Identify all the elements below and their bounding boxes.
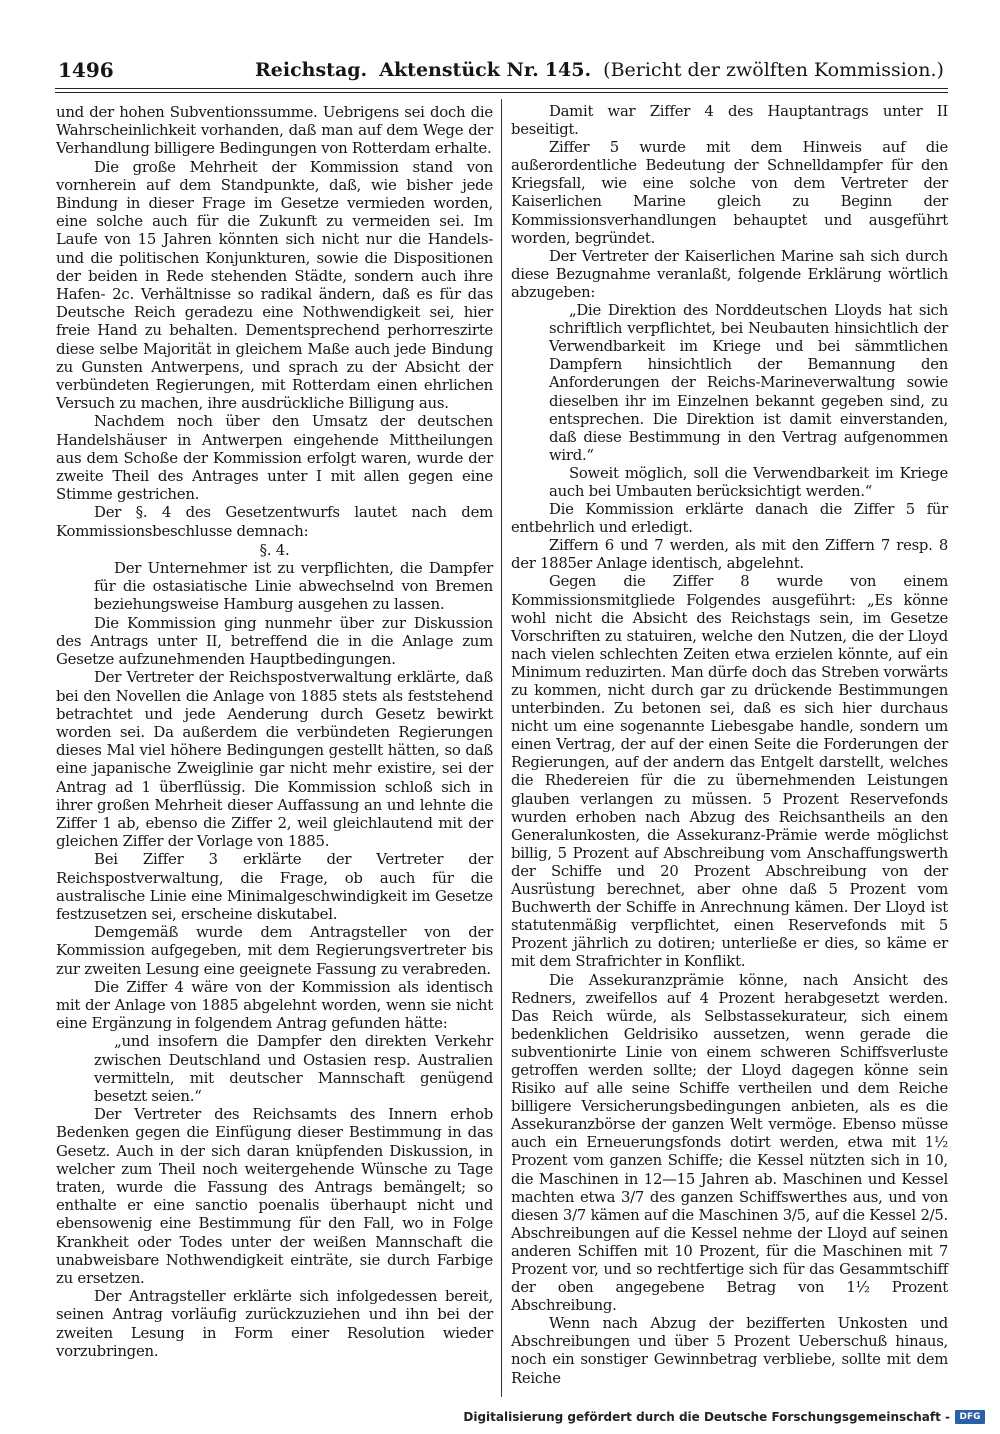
column-divider xyxy=(501,99,502,1397)
paragraph: Ziffer 5 wurde mit dem Hinweis auf die außerordentliche Bedeutung der Schnelldampfer für den Kriegsfall, wie eine solche von dem Vertreter der Kaiserlichen Marine gleich zu Beginn der Kommissionsverhandlungen behauptet und ausgeführt worden, begründet. xyxy=(511,139,948,247)
section-heading: §. 4. xyxy=(259,540,290,559)
paragraph: Die große Mehrheit der Kommission stand von vornherein auf dem Standpunkte, daß, wie bisher jede Bindung in dieser Frage im Gesetze vermieden worden, eine solche auch für die Zukunft zu vermeiden sei. Im Laufe von 15 Jahren könnten sich nicht nur die Handels- und die politischen Konjunkturen, sowie die Dispositionen der beiden in Rede stehenden Städte, sondern auch ihre Hafen- 2c. Verhältnisse so radikal ändern, daß es für das Deutsche Reich geradezu eine Nothwendigkeit sei, hier freie Hand zu behalten. Dementsprechend perhorreszirte diese selbe Majorität in gleichem Maße auch jede Bindung zu Gunsten Antwerpens, und sprach zu der Absicht der verbündeten Regierungen, mit Rotterdam einen ehrlichen Versuch zu machen, ihre ausdrückliche Billigung aus. xyxy=(56,157,493,413)
paragraph: Der §. 4 des Gesetzentwurfs lautet nach dem Kommissionsbeschlusse demnach: xyxy=(56,503,493,540)
quoted-paragraph: Der Unternehmer ist zu verpflichten, die Dampfer für die ostasiatische Linie abwechselnd von Bremen beziehungsweise Hamburg ausgehen zu lassen. xyxy=(94,559,493,614)
paragraph: Wenn nach Abzug der bezifferten Unkosten und Abschreibungen und über 5 Prozent Ueberschuß hinaus, noch ein sonstiger Gewinnbetrag verbliebe, sollte mit dem Reiche xyxy=(511,1315,948,1387)
paragraph: und der hohen Subventionssumme. Uebrigens sei doch die Wahrscheinlichkeit vorhanden, daß man auf dem Wege der Verhandlung billigere Bedingungen von Rotterdam erhalte. xyxy=(56,103,493,158)
page-number: 1496 xyxy=(58,58,114,82)
header-rule-top xyxy=(55,88,948,89)
left-column xyxy=(56,103,493,1360)
paragraph: Bei Ziffer 3 erklärte der Vertreter der Reichspostverwaltung, die Frage, ob auch für die australische Linie eine Minimalgeschwindigkeit im Gesetze festzusetzen sei, erscheine diskutabel. xyxy=(56,850,493,923)
header-rule-bottom xyxy=(55,92,948,93)
footer-text: Digitalisierung gefördert durch die Deutsche Forschungsgemeinschaft - xyxy=(463,1410,950,1424)
paragraph: Der Vertreter der Kaiserlichen Marine sah sich durch diese Bezugnahme veranlaßt, folgende Erklärung wörtlich abzugeben: xyxy=(511,247,948,301)
dfg-logo: DFG xyxy=(955,1410,985,1424)
paragraph: Damit war Ziffer 4 des Hauptantrags unter II beseitigt. xyxy=(511,103,948,139)
title-reichstag: Reichstag. xyxy=(255,59,368,81)
page-header xyxy=(55,58,949,84)
right-column xyxy=(511,103,948,1388)
quoted-paragraph: Soweit möglich, soll die Verwendbarkeit im Kriege auch bei Umbauten berücksichtigt werden.“ xyxy=(549,464,948,500)
footer xyxy=(463,1408,985,1426)
title-subtitle: (Bericht der zwölften Kommission.) xyxy=(603,59,944,81)
quoted-paragraph: „Die Direktion des Norddeutschen Lloyds hat sich schriftlich verpflichtet, bei Neubauten hinsichtlich der Verwendbarkeit im Kriege und bei sämmtlichen Dampfern hinsichtlich der Bemannung den Anforderungen der Reichs-Marineverwaltung sowie dieselben ihr im Einzelnen bekannt gegeben sind, zu entsprechen. Die Direktion ist damit einverstanden, daß diese Bestimmung in den Vertrag aufgenommen wird.“ xyxy=(549,302,948,464)
title-number: 145. xyxy=(544,59,592,81)
paragraph: Ziffern 6 und 7 werden, als mit den Ziffern 7 resp. 8 der 1885er Anlage identisch, abgelehnt. xyxy=(511,537,948,573)
paragraph: Demgemäß wurde dem Antragsteller von der Kommission aufgegeben, mit dem Regierungsvertreter bis zur zweiten Lesung eine geeignete Fassung zu verabreden. xyxy=(56,923,493,978)
paragraph: Die Kommission erklärte danach die Ziffer 5 für entbehrlich und erledigt. xyxy=(511,501,948,537)
paragraph: Der Antragsteller erklärte sich infolgedessen bereit, seinen Antrag vorläufig zurückzuziehen und ihn bei der zweiten Lesung in Form einer Resolution wieder vorzubringen. xyxy=(56,1287,493,1360)
paragraph: Der Vertreter des Reichsamts des Innern erhob Bedenken gegen die Einfügung dieser Bestimmung in das Gesetz. Auch in der sich daran knüpfenden Diskussion, in welcher zum Theil noch weitergehende Wünsche zu Tage traten, wurde die Fassung des Antrags bemängelt; so enthalte er eine sanctio poenalis überhaupt nicht und ebensowenig eine Bestimmung für den Fall, wo in Folge Krankheit oder Todes unter der weißen Mannschaft die unabweisbare Nothwendigkeit einträte, sie durch Farbige zu ersetzen. xyxy=(56,1105,493,1287)
running-title xyxy=(255,59,944,81)
title-aktenstueck: Aktenstück Nr. xyxy=(379,59,539,81)
paragraph: Der Vertreter der Reichspostverwaltung erklärte, daß bei den Novellen die Anlage von 1885 stets als feststehend betrachtet und jede Aenderung durch Gesetz bewirkt worden sei. Da außerdem die verbündeten Regierungen dieses Mal viel höhere Bedingungen gestellt hätten, so daß eine japanische Zweiglinie gar nicht mehr existire, sei der Antrag ad 1 überflüssig. Die Kommission schloß sich in ihrer großen Mehrheit dieser Auffassung an und lehnte die Ziffer 1 ab, ebenso die Ziffer 2, weil gleichlautend mit der gleichen Ziffer der Vorlage von 1885. xyxy=(56,668,493,851)
paragraph: Die Assekuranzprämie könne, nach Ansicht des Redners, zweifellos auf 4 Prozent herabgesetzt werden. Das Reich würde, als Selbstassekurateur, sich einem bedenklichen Geldrisiko aussetzen, wenn gerade die subventionirte Linie von einem schweren Schiffsverluste getroffen werden sollte; der Lloyd dagegen könne sein Risiko auf alle seine Schiffe vertheilen und dem Reiche billigere Versicherungsbedingungen anbieten, als es die Assekuranzbörse der ganzen Welt vermöge. Ebenso müsse auch ein Erneuerungsfonds dotirt werden, etwa mit 1½ Prozent vom ganzen Schiffe; die Kessel nützten sich in 10, die Maschinen in 12—15 Jahren ab. Maschinen und Kessel machten etwa 3/7 des ganzen Schiffswerthes aus, und von diesen 3/7 kämen auf die Maschinen 3/5, auf die Kessel 2/5. Abschreibungen auf die Kessel nehme der Lloyd auf seinen anderen Schiffen mit 10 Prozent, für die Maschinen mit 7 Prozent vor, und so rechtfertige sich für das Gesammtschiff der oben angegebene Betrag von 1½ Prozent Abschreibung. xyxy=(511,971,948,1315)
paragraph: Die Ziffer 4 wäre von der Kommission als identisch mit der Anlage von 1885 abgelehnt worden, wenn sie nicht eine Ergänzung in folgendem Antrag gefunden hätte: xyxy=(56,977,493,1033)
paragraph: Die Kommission ging nunmehr über zur Diskussion des Antrags unter II, betreffend die in die Anlage zum Gesetze aufzunehmenden Hauptbedingungen. xyxy=(56,613,493,669)
quoted-paragraph: „und insofern die Dampfer den direkten Verkehr zwischen Deutschland und Ostasien resp. Australien vermitteln, mit deutscher Mannschaft genügend besetzt seien.“ xyxy=(94,1032,493,1105)
paragraph: Nachdem noch über den Umsatz der deutschen Handelshäuser in Antwerpen eingehende Mittheilungen aus dem Schoße der Kommission erfolgt waren, wurde der zweite Theil des Antrages unter I mit allen gegen eine Stimme gestrichen. xyxy=(56,412,493,504)
paragraph: Gegen die Ziffer 8 wurde von einem Kommissionsmitgliede Folgendes ausgeführt: „Es könne wohl nicht die Absicht des Reichstags sein, im Gesetze Vorschriften zu statuiren, welche den Nutzen, die der Lloyd nach vielen schlechten Zeiten etwa erzielen könnte, auf ein Minimum reduzirten. Man dürfe doch das Streben vorwärts zu kommen, nicht durch gar zu drückende Bestimmungen unterbinden. Zu betonen sei, daß es sich hier durchaus nicht um eine sogenannte Liebesgabe handle, sondern um einen Vertrag, der auf der einen Seite die Forderungen der Regierungen, auf der andern das Entgelt darstellt, welches die Rhedereien für die zu übernehmenden Leistungen glauben verlangen zu müssen. 5 Prozent Reservefonds wurden erhoben nach Abzug des Reichsantheils an den Generalunkosten, die Assekuranz-Prämie werde möglichst billig, 5 Prozent auf Abschreibung vom Anschaffungswerth der Schiffe und 20 Prozent Abschreibung von der Ausrüstung berechnet, aber ohne daß 5 Prozent vom Buchwerth der Schiffe in Anrechnung kämen. Der Lloyd ist statutenmäßig verpflichtet, einen Reservefonds mit 5 Prozent jährlich zu dotiren; unterließe er dies, so käme er mit dem Strafrichter in Konflikt. xyxy=(511,573,948,971)
